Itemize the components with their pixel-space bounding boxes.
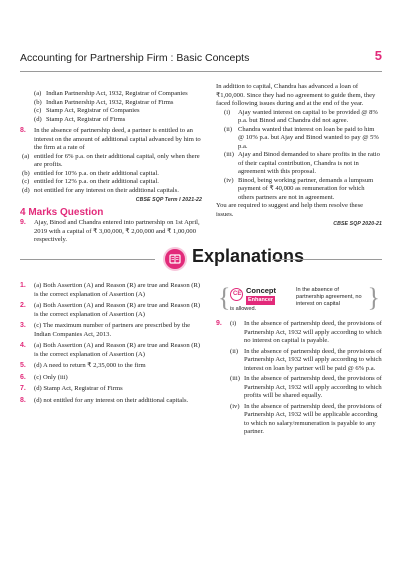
banner-rule-right	[272, 259, 382, 260]
answer-number: 7.	[20, 385, 26, 392]
option-text: Stamp Act, Registrar of Companies	[46, 107, 140, 114]
right-column-question-continued	[216, 83, 382, 229]
part-text: In the absence of partnership deed, the provisions of Partnership Act, 1932 will apply according to which profits will be shared equally.	[244, 375, 382, 399]
concept-enhancer-icon: CE	[230, 288, 243, 301]
option-item	[20, 107, 202, 116]
issue-label: (iv)	[224, 176, 234, 184]
part-text: In the absence of partnership deed, the provisions of Partnership Act, 1932 will apply according to which no interest on capital is payable.	[244, 320, 382, 344]
answers-right	[216, 282, 382, 437]
issue-item	[216, 109, 382, 126]
explanations-title: Explanations	[192, 246, 305, 266]
option-label: (d)	[34, 115, 42, 123]
answer-number: 8.	[20, 396, 26, 404]
answer-part	[230, 375, 382, 401]
option-label: (b)	[34, 98, 42, 106]
issue-item	[216, 177, 382, 203]
answer-part	[230, 403, 382, 437]
answer-part	[230, 348, 382, 374]
q9-intro: In addition to capital, Chandra has advanced a loan of ₹1,00,000. Since they had no agreement to guide them, they faced following issues during and at the end of the year.	[216, 83, 376, 107]
q9-closing	[216, 202, 382, 219]
option-text: Stamp Act, Registrar of Firms	[46, 115, 126, 123]
option-label: (a)	[22, 152, 30, 160]
issue-label: (i)	[224, 108, 231, 116]
answer-item	[20, 385, 202, 394]
issue-text: Binod, being working partner, demands a lumpsum payment of ₹ 40,000 as remuneration for which others partners are not in agreement.	[238, 176, 374, 201]
q7-options	[20, 90, 202, 124]
answer-text: (a) Both Assertion (A) and Reason (R) are true and Reason (R) is the correct explanation of Assertion (A)	[34, 282, 201, 298]
brace-right-icon: }	[367, 283, 380, 312]
question-text: Ajay, Binod and Chandra entered into partnership on 1st April, 2019 with a capital of ₹ 3,00,000, ₹ 2,00,000 and ₹ 1,00,000 respectively.	[34, 219, 200, 243]
question-8	[20, 127, 202, 153]
answer-item	[20, 322, 202, 339]
option-item	[20, 99, 202, 108]
answer-text: (d) A need to return ₹ 2,35,000 to the firm	[34, 362, 146, 369]
option-item	[20, 116, 202, 125]
issue-text: Ajay wanted interest on capital to be provided @ 8% p.a. but Binod and Chandra did not agree.	[238, 108, 378, 124]
closing-text: You are required to suggest and help them resolve these issues.	[216, 202, 364, 218]
answer-number: 4.	[20, 342, 26, 349]
answer-number: 2.	[20, 302, 26, 309]
part-label: (iii)	[230, 375, 240, 382]
issue-text: Chandra wanted that interest on loan be paid to him @ 10% p.a. but Ajay and Binod wanted to pay @ 5% p.a.	[238, 125, 379, 150]
answer-item	[20, 374, 202, 383]
answer-number: 1.	[20, 282, 26, 289]
option-label: (c)	[34, 107, 42, 114]
part-text: In the absence of partnership deed, the provisions of Partnership Act, 1932 will apply according to which interest on loan by partner will be paid @ 6% p.a.	[244, 347, 382, 372]
option-text: Indian Partnership Act, 1932, Registrar of Firms	[46, 98, 174, 106]
answer-text: (c) The maximum number of partners are prescribed by the Indian Companies Act, 2013.	[34, 322, 191, 338]
answer-9	[216, 320, 382, 437]
q8-options	[20, 153, 202, 196]
part-label: (iv)	[230, 402, 240, 410]
logo-word-enhancer: Enhancer	[248, 297, 274, 303]
option-text: entitled for 12% p.a. on their additional capital.	[34, 178, 159, 185]
answer-text: (a) Both Assertion (A) and Reason (R) are true and Reason (R) is the correct explanation of Assertion (A)	[34, 302, 201, 318]
answer-item	[20, 397, 202, 406]
answer-number: 3.	[20, 322, 26, 329]
option-text: entitled for 10% p.a. on their additional capital.	[34, 169, 159, 177]
option-text: not entitled for any interest on their additional capitals.	[34, 186, 179, 194]
answer-item	[20, 282, 202, 299]
question-text: In the absence of partnership deed, a partner is entitled to an interest on the amount of additional capital advanced by him to the firm at a rate of	[34, 127, 201, 151]
part-label: (ii)	[230, 347, 239, 355]
concept-enhancer-text: In the absence of partnership agreement, no interest on capital	[296, 287, 362, 307]
section-heading: 4 Marks Question	[20, 206, 104, 218]
concept-enhancer-logo	[230, 287, 294, 305]
issue-item	[216, 126, 382, 152]
answer-text: (c) Only (iii)	[34, 373, 68, 381]
brace-left-icon: {	[218, 283, 231, 312]
option-item	[20, 153, 202, 170]
option-label: (d)	[22, 186, 30, 194]
option-item	[20, 170, 202, 179]
option-label: (a)	[34, 90, 42, 97]
option-item	[20, 187, 202, 196]
part-label: (i)	[230, 320, 237, 327]
explanations-banner	[20, 246, 382, 272]
citation: CBSE SQP Term I 2021-22	[135, 197, 202, 203]
question-9	[20, 219, 202, 245]
q9-issues	[216, 109, 382, 203]
answers-left	[20, 282, 202, 408]
answer-item	[20, 362, 202, 371]
answer-number: 6.	[20, 373, 26, 381]
issue-label: (ii)	[224, 125, 233, 133]
option-label: (b)	[22, 169, 30, 177]
issue-text: Ajay and Binod demanded to share profits in the ratio of their capital contribution, Chandra is not in agreement with this proposal.	[238, 151, 380, 175]
option-item	[20, 90, 202, 99]
answer-text: (d) not entitled for any interest on their additional capitals.	[34, 396, 189, 404]
page-number: 5	[374, 48, 382, 63]
answer-text: (a) Both Assertion (A) and Reason (R) are true and Reason (R) is the correct explanation of Assertion (A)	[34, 342, 201, 358]
option-text: entitled for 6% p.a. on their additional capital, only when there are profits.	[34, 152, 200, 168]
answer-9-parts	[230, 320, 382, 437]
chapter-title: Accounting for Partnership Firm : Basic Concepts	[20, 52, 250, 64]
banner-rule-left	[20, 259, 155, 260]
question-number: 8.	[20, 127, 26, 134]
concept-enhancer-box	[216, 282, 382, 316]
answer-item	[20, 302, 202, 319]
issue-label: (iii)	[224, 151, 234, 158]
logo-word-concept: Concept	[246, 286, 276, 295]
part-text: In the absence of partnership deed, the provisions of Partnership Act, 1932 will be applicable according to which no salary/remuneration is payable to any partner.	[244, 402, 382, 435]
answer-text: (d) Stamp Act, Registrar of Firms	[34, 385, 123, 392]
explanations-icon	[163, 247, 187, 271]
answer-number: 9.	[216, 320, 222, 327]
option-text: Indian Partnership Act, 1932, Registrar of Companies	[46, 90, 188, 97]
answer-number: 5.	[20, 362, 26, 369]
left-column-questions	[20, 90, 202, 245]
question-number: 9.	[20, 219, 26, 226]
header-divider	[20, 71, 382, 72]
concept-enhancer-text-cont: is allowed.	[230, 306, 257, 312]
option-item	[20, 178, 202, 187]
answer-item	[20, 342, 202, 359]
page-header	[20, 48, 382, 68]
issue-item	[216, 151, 382, 177]
option-label: (c)	[22, 178, 30, 185]
answer-part	[230, 320, 382, 346]
citation: CBSE SQP 2020-21	[333, 221, 382, 227]
